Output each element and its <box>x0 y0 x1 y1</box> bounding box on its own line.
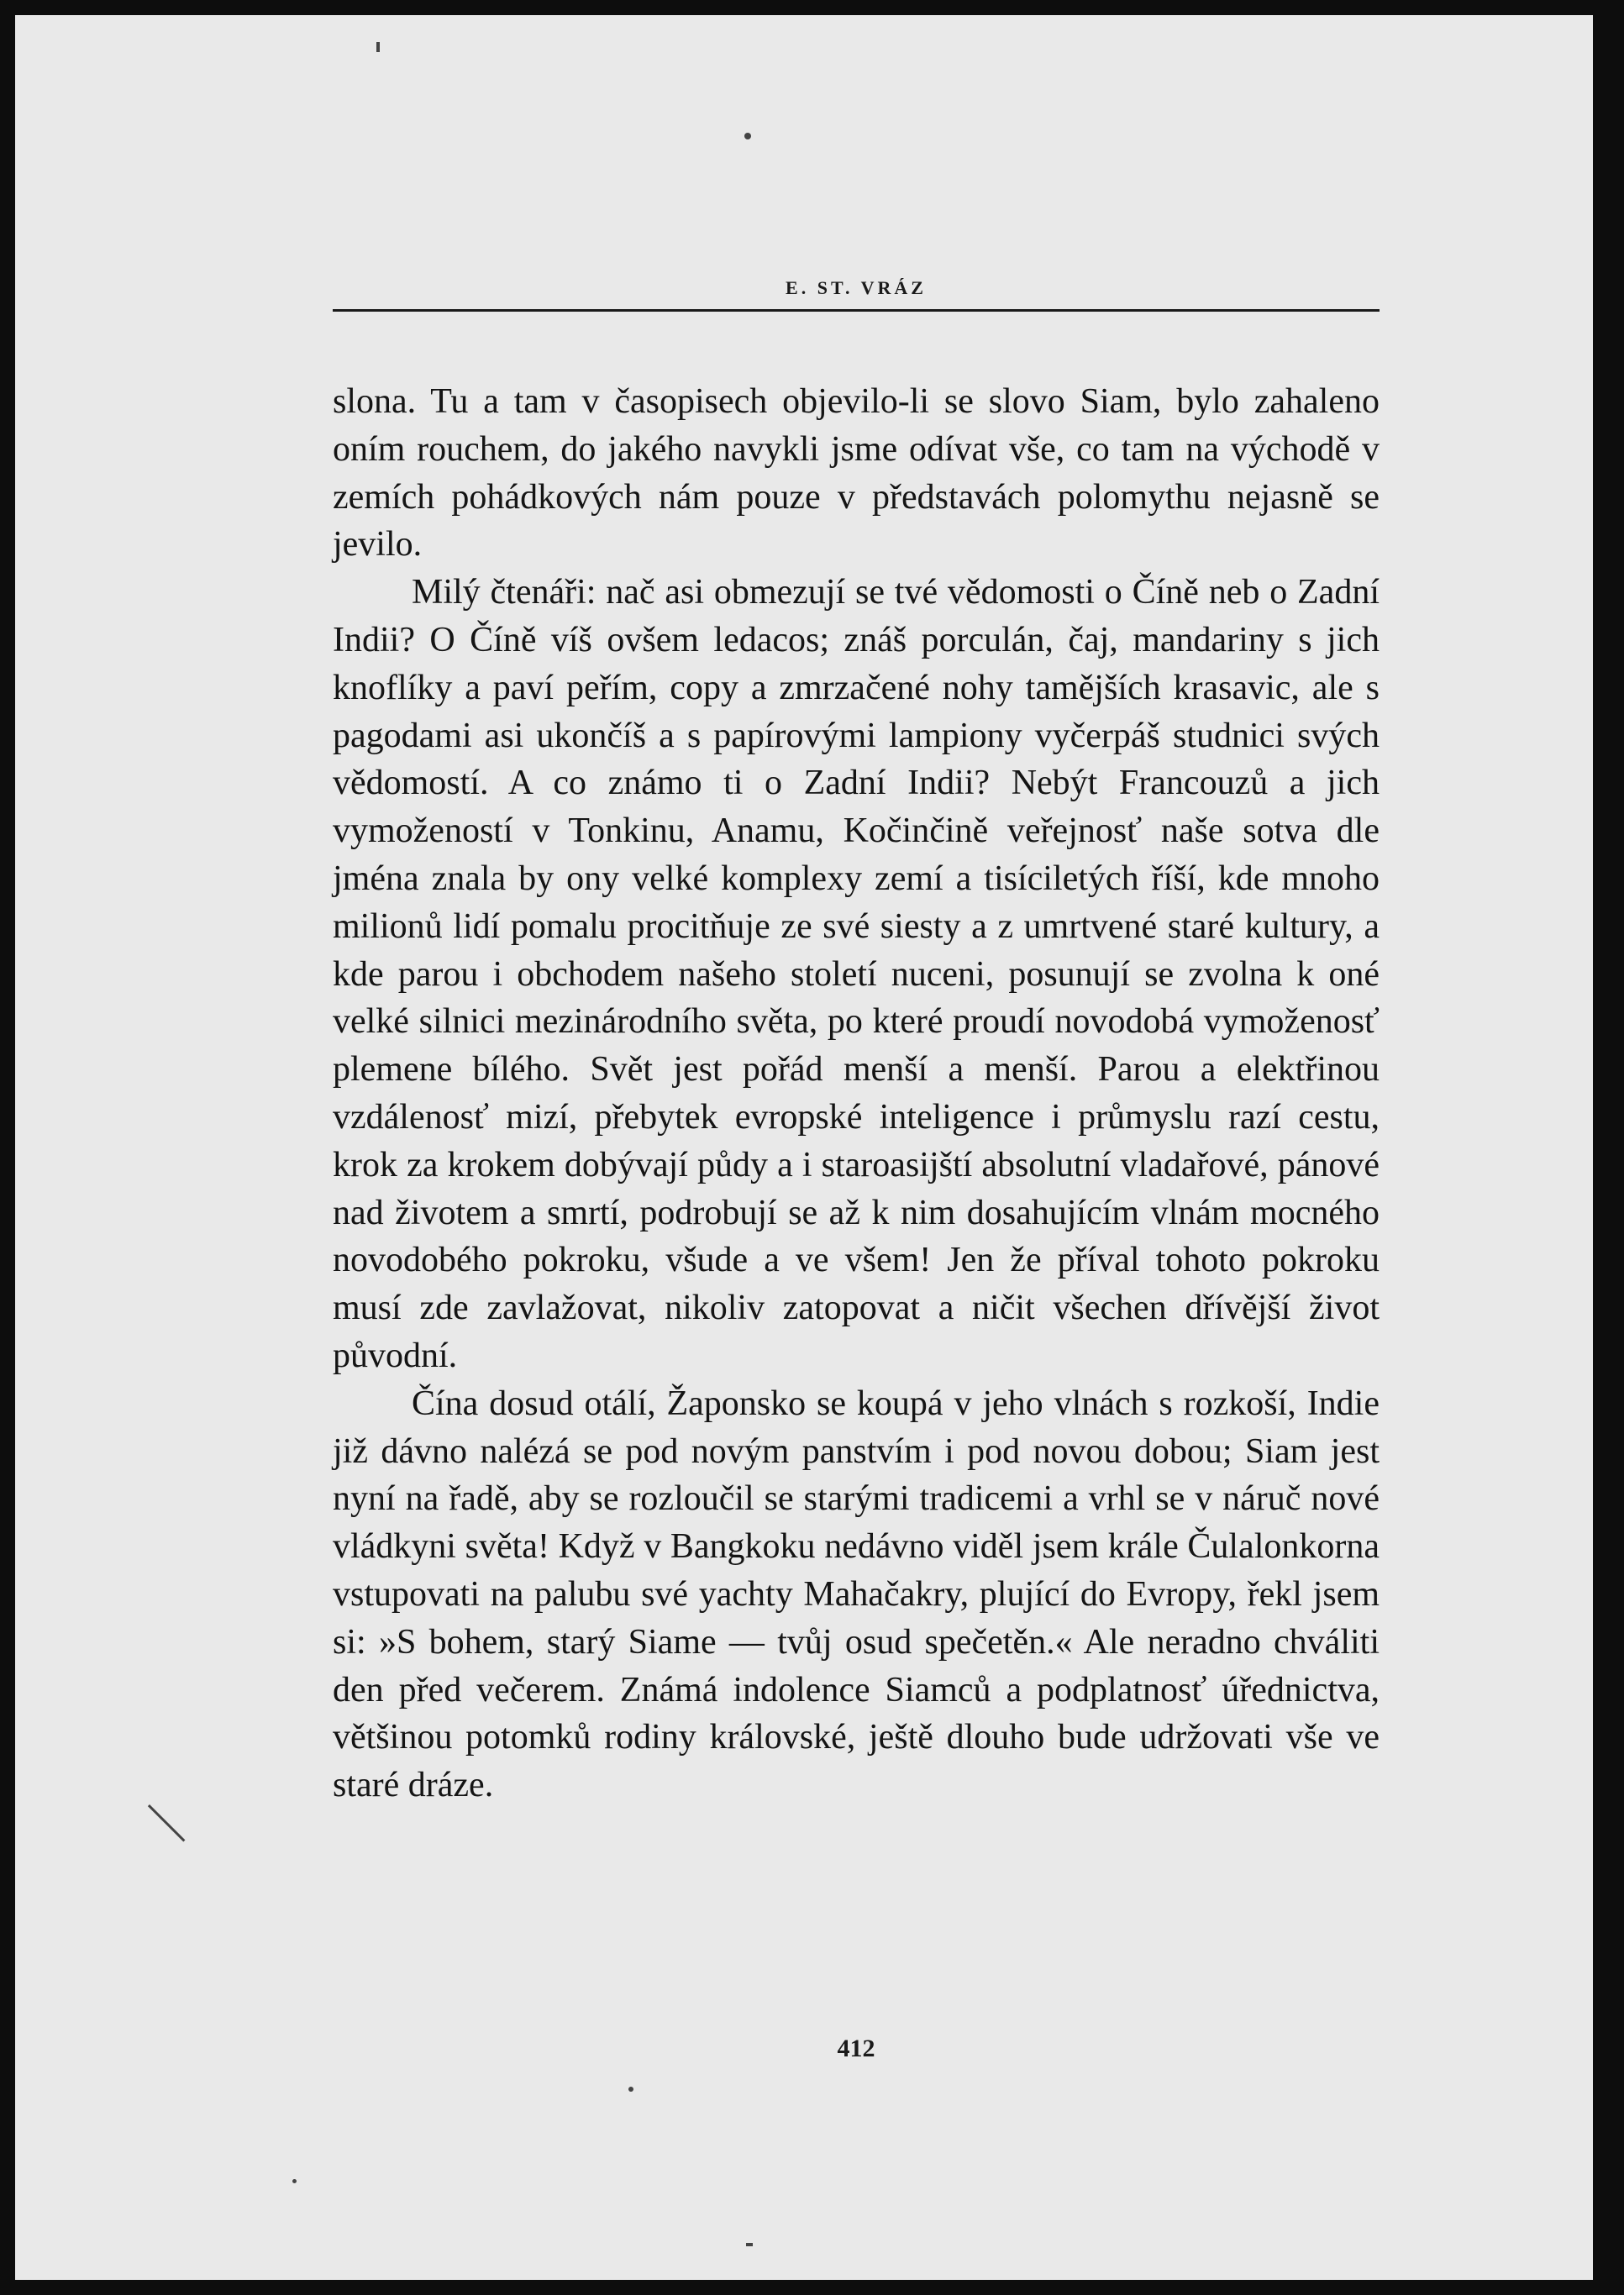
scan-speck <box>292 2179 297 2183</box>
paragraph: Čína dosud otálí, Žaponsko se koupá v jeho vlnách s rozkoší, Indie již dávno nalézá se pod novým panstvím i pod novou dobou; Siam jest nyní na řadě, aby se rozloučil se starými tradicemi a vrhl se v náruč nové vládkyni světa! Když v Bangkoku nedávno viděl jsem krále Čulalonkorna vstupovati na palubu své yachty Mahačakry, plující do Evropy, řekl jsem si: »S bohem, starý Siame — tvůj osud spečetěn.« Ale neradno chváliti den před večerem. Známá indolence Siamců a podplatnosť úřednictva, většinou potomků rodiny královské, ještě dlouho bude udržovati vše ve staré dráze. <box>333 1384 1380 1805</box>
body-text <box>333 378 1380 1809</box>
page-number: 412 <box>837 2035 875 2062</box>
running-header: E. ST. VRÁZ <box>786 277 927 298</box>
scan-speck <box>746 2243 753 2246</box>
scan-speck <box>628 2087 633 2092</box>
book-page <box>15 15 1593 2280</box>
header-rule <box>333 309 1380 312</box>
scan-speck <box>148 1804 186 1842</box>
paragraph: slona. Tu a tam v časopisech objevilo-li se slovo Siam, bylo zahaleno oním rouchem, do jakého navykli jsme odívat vše, co tam na východě v zemích pohádkových nám pouze v představách polomythu nejasně se jevilo. <box>333 382 1380 565</box>
paragraph: Milý čtenáři: nač asi obmezují se tvé vědomosti o Číně neb o Zadní Indii? O Číně víš ovšem ledacos; znáš porculán, čaj, mandariny s jich knoflíky a paví peřím, copy a zmrzačené nohy tamějších krasavic, ale s pagodami asi ukončíš a s papírovými lampiony vyčerpáš studnici svých vědomostí. A co známo ti o Zadní Indii? Nebýt Francouzů a jich vymožeností v Tonkinu, Anamu, Kočinčině veřejnosť naše sotva dle jména znala by ony velké komplexy zemí a tisíciletých říší, kde mnoho milionů lidí pomalu procitňuje ze své siesty a z umrtvené staré kultury, a kde parou i obchodem našeho století nuceni, posunují se zvolna k oné velké silnici mezinárodního světa, po které proudí novodobá vymoženosť plemene bílého. Svět jest pořád menší a menší. Parou a elektřinou vzdálenosť mizí, přebytek evropské inteligence i průmyslu razí cestu, krok za krokem dobývají půdy a i staroasijští absolutní vladařové, pánové nad životem a smrtí, podrobují se až k nim dosahujícím vlnám mocného novodobého pokroku, všude a ve všem! Jen že příval tohoto pokroku musí zde zavlažovat, nikoliv zatopovat a ničit všechen dřívější život původní. <box>333 573 1380 1375</box>
scan-speck <box>376 42 380 52</box>
scan-speck <box>744 133 751 139</box>
